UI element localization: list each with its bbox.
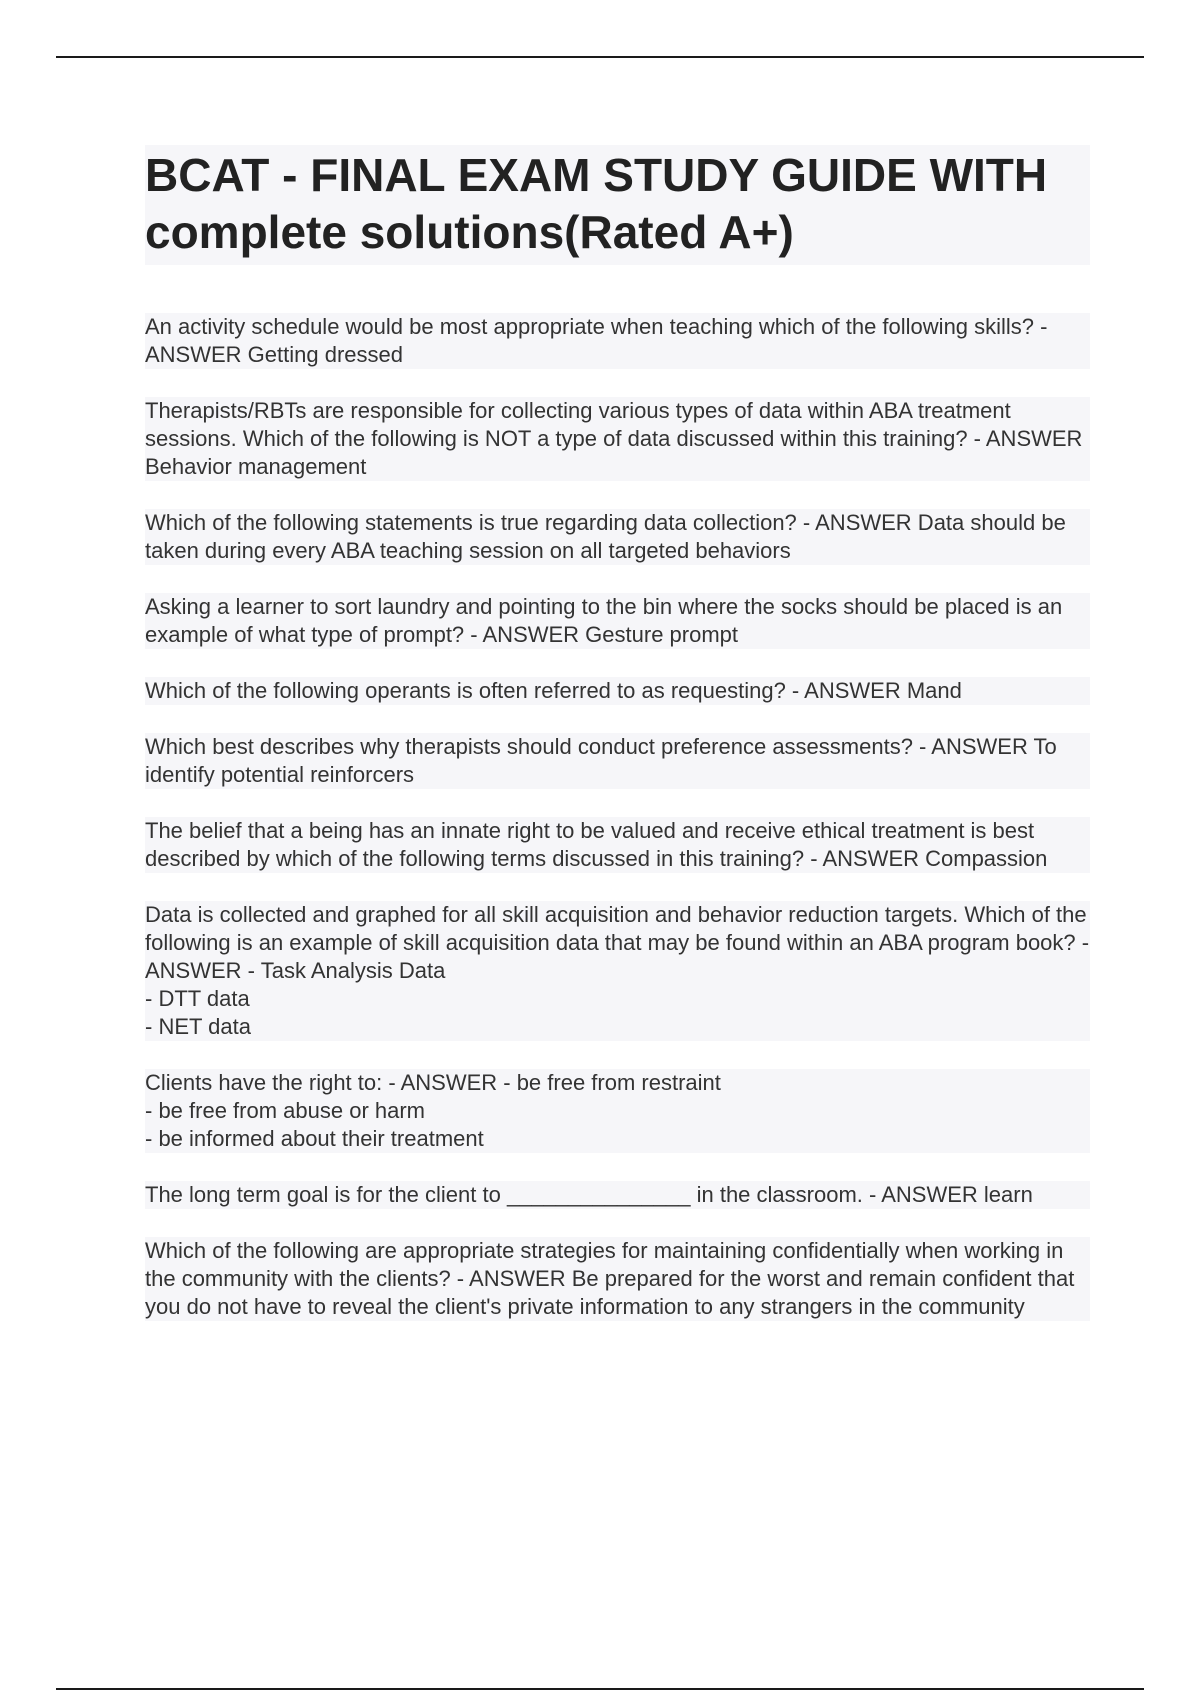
qa-item: An activity schedule would be most appropriate when teaching which of the following skills? - ANSWER Getting dressed <box>145 313 1090 369</box>
qa-item: Which best describes why therapists should conduct preference assessments? - ANSWER To identify potential reinforcers <box>145 733 1090 789</box>
qa-item: Clients have the right to: - ANSWER - be free from restraint - be free from abuse or harm - be informed about their treatment <box>145 1069 1090 1153</box>
document-body <box>145 145 1090 1349</box>
qa-item: Asking a learner to sort laundry and pointing to the bin where the socks should be placed is an example of what type of prompt? - ANSWER Gesture prompt <box>145 593 1090 649</box>
qa-item: The belief that a being has an innate right to be valued and receive ethical treatment is best described by which of the following terms discussed in this training? - ANSWER Compassion <box>145 817 1090 873</box>
bottom-rule <box>56 1688 1144 1690</box>
qa-item: The long term goal is for the client to _______________ in the classroom. - ANSWER learn <box>145 1181 1090 1209</box>
document-title: BCAT - FINAL EXAM STUDY GUIDE WITH complete solutions(Rated A+) <box>145 149 1048 258</box>
qa-item: Therapists/RBTs are responsible for collecting various types of data within ABA treatment sessions. Which of the following is NOT a type of data discussed within this training? - ANSWER Behavior management <box>145 397 1090 481</box>
title-block <box>145 145 1090 265</box>
qa-item: Which of the following are appropriate strategies for maintaining confidentially when working in the community with the clients? - ANSWER Be prepared for the worst and remain confident that you do not have to reveal the client's private information to any strangers in the community <box>145 1237 1090 1321</box>
top-rule <box>56 56 1144 58</box>
qa-item: Which of the following operants is often referred to as requesting? - ANSWER Mand <box>145 677 1090 705</box>
qa-item: Data is collected and graphed for all skill acquisition and behavior reduction targets. Which of the following is an example of skill acquisition data that may be found within an ABA program book? - ANSWER - Task Analysis Data - DTT data - NET data <box>145 902 1090 1039</box>
qa-item: Which of the following statements is true regarding data collection? - ANSWER Data should be taken during every ABA teaching session on all targeted behaviors <box>145 509 1090 565</box>
